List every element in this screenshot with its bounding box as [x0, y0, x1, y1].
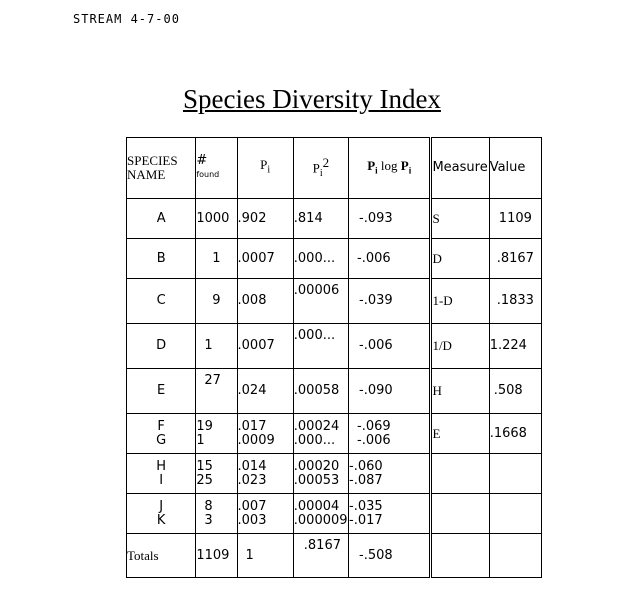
pi-log-pi-value: -.039	[349, 279, 431, 324]
species-name: J K	[127, 494, 196, 534]
pi-log-pi-value: -.093	[349, 199, 431, 239]
species-name: C	[127, 279, 196, 324]
pi-squared-value: .00024 .000...	[293, 414, 348, 454]
found-count: 1	[196, 324, 237, 369]
measure-label: 1/D	[431, 324, 489, 369]
table-row	[127, 279, 542, 324]
species-name: F G	[127, 414, 196, 454]
page-title: Species Diversity Index	[183, 84, 441, 114]
table-row	[127, 494, 542, 534]
header-species-name: SPECIES NAME	[127, 138, 196, 199]
pi-value: .014 .023	[237, 454, 293, 494]
pi-value: .008	[237, 279, 293, 324]
header-pi-squared: $P_i^2$	[293, 138, 348, 199]
pi-squared-value: .00020 .00053	[293, 454, 348, 494]
table-row	[127, 239, 542, 279]
pi-squared-value: .00004 .000009	[293, 494, 348, 534]
empty-value-cell	[489, 494, 541, 534]
species-name: H I	[127, 454, 196, 494]
measure-value: 1109	[489, 199, 541, 239]
found-count: 27	[196, 369, 237, 414]
pi-squared-value: .000...	[293, 324, 348, 369]
pi-log-pi-value: -.006	[349, 239, 431, 279]
found-count: 1	[196, 239, 237, 279]
header-measure: Measure	[431, 138, 489, 199]
pi-value: .902	[237, 199, 293, 239]
table-row	[127, 454, 542, 494]
pi-value: .007 .003	[237, 494, 293, 534]
species-name: A	[127, 199, 196, 239]
totals-found: 1109	[196, 534, 237, 578]
pi-squared-value: .814	[293, 199, 348, 239]
found-count: 15 25	[196, 454, 237, 494]
found-count: 8 3	[196, 494, 237, 534]
found-count: 1000	[196, 199, 237, 239]
empty-value-cell	[489, 534, 541, 578]
totals-pi: 1	[237, 534, 293, 578]
empty-value-cell	[489, 454, 541, 494]
pi-value: .024	[237, 369, 293, 414]
species-name: D	[127, 324, 196, 369]
found-count: 9	[196, 279, 237, 324]
measure-value: .8167	[489, 239, 541, 279]
measure-label: E	[431, 414, 489, 454]
empty-measure-cell	[431, 494, 489, 534]
pi-squared-value: .000...	[293, 239, 348, 279]
pi-value: .0007	[237, 324, 293, 369]
pi-log-pi-value: -.006	[349, 324, 431, 369]
table-row	[127, 369, 542, 414]
totals-row	[127, 534, 542, 578]
document-stamp: STREAM 4-7-00	[73, 12, 180, 26]
pi-log-pi-value: -.060 -.087	[349, 454, 431, 494]
empty-measure-cell	[431, 454, 489, 494]
totals-pi-squared: .8167	[293, 534, 348, 578]
measure-value: .1668	[489, 414, 541, 454]
measure-label: H	[431, 369, 489, 414]
pi-squared-value: .00006	[293, 279, 348, 324]
diversity-table	[126, 137, 542, 578]
pi-value: .017 .0009	[237, 414, 293, 454]
species-name: B	[127, 239, 196, 279]
totals-pi-log-pi: -.508	[349, 534, 431, 578]
pi-log-pi-value: -.035 -.017	[349, 494, 431, 534]
table-row	[127, 324, 542, 369]
header-pi: $P_i$	[237, 138, 293, 199]
empty-measure-cell	[431, 534, 489, 578]
measure-value: .1833	[489, 279, 541, 324]
measure-label: S	[431, 199, 489, 239]
measure-label: D	[431, 239, 489, 279]
header-found: # found	[196, 138, 237, 199]
measure-value: .508	[489, 369, 541, 414]
measure-value: 1.224	[489, 324, 541, 369]
totals-label: Totals	[127, 534, 196, 578]
species-name: E	[127, 369, 196, 414]
table-row	[127, 414, 542, 454]
pi-log-pi-value: -.090	[349, 369, 431, 414]
table-header-row	[127, 138, 542, 199]
pi-log-pi-value: -.069 -.006	[349, 414, 431, 454]
header-pi-log-pi: $P_i$ $\log P_i$	[349, 138, 431, 199]
pi-squared-value: .00058	[293, 369, 348, 414]
pi-value: .0007	[237, 239, 293, 279]
header-value: Value	[489, 138, 541, 199]
table-row	[127, 199, 542, 239]
found-count: 19 1	[196, 414, 237, 454]
measure-label: 1-D	[431, 279, 489, 324]
